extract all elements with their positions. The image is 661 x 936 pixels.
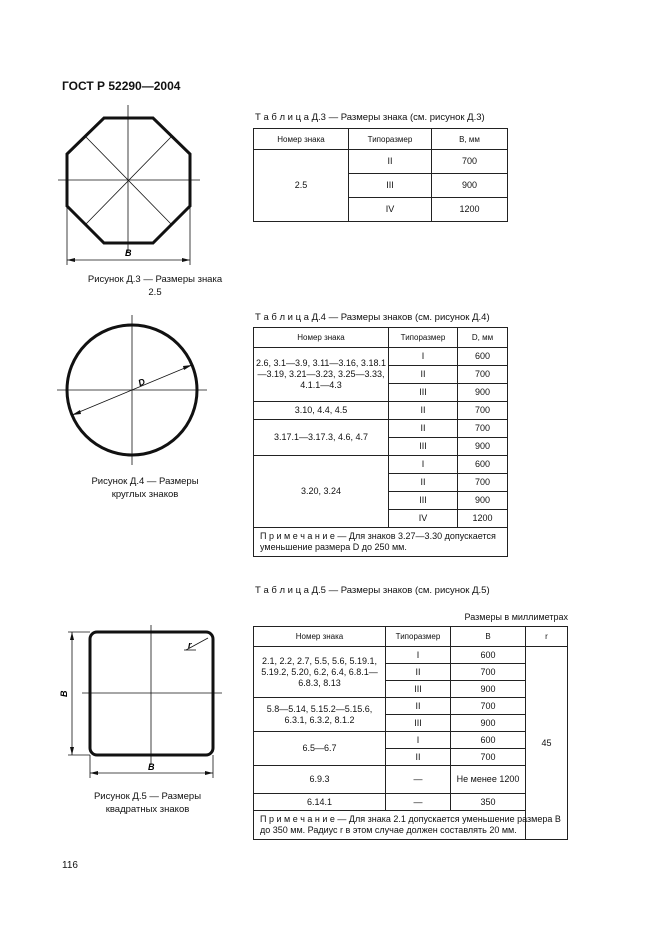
figure-d4-caption: Рисунок Д.4 — Размеры круглых знаков [91, 476, 199, 500]
document-header: ГОСТ Р 52290—2004 [62, 79, 181, 93]
table-d4-sign: 3.20, 3.24 [254, 456, 389, 528]
table-d3-cell: 900 [432, 174, 508, 198]
table-d5-cell: I [386, 732, 451, 749]
table-d5-cell: — [386, 794, 451, 811]
table-d5-cell: III [386, 681, 451, 698]
table-d3-cell: III [349, 174, 432, 198]
table-d4-cell: 700 [458, 366, 508, 384]
table-d5-units: Размеры в миллиметрах [464, 612, 568, 622]
table-d3-caption: Т а б л и ц а Д.3 — Размеры знака (см. рисунок Д.3) [255, 112, 485, 123]
table-d5-cell: II [386, 749, 451, 766]
square-outline [90, 632, 213, 755]
table-d4-cell: 700 [458, 420, 508, 438]
table-d5-cell: Не менее 1200 [451, 766, 526, 794]
table-d5-cell: 700 [451, 698, 526, 715]
table-d5-cell: III [386, 715, 451, 732]
table-d5-header-sign: Номер знака [254, 627, 386, 647]
table-d3-sign: 2.5 [254, 150, 349, 222]
dim-arrow-left [90, 771, 98, 775]
table-d5-cell: 700 [451, 749, 526, 766]
table-d5-sign: 5.8—5.14, 5.15.2—5.15.6, 6.3.1, 6.3.2, 8.1.2 [254, 698, 386, 732]
table-d5-sign: 6.14.1 [254, 794, 386, 811]
table-d5-note: П р и м е ч а н и е — Для знака 2.1 допускается уменьшение размера B до 350 мм. Радиус r в этом случае должен составлять 20 мм. [254, 811, 568, 840]
table-d5-sign: 2.1, 2.2, 2.7, 5.5, 5.6, 5.19.1, 5.19.2, 5.20, 6.2, 6.4, 6.8.1—6.8.3, 8.13 [254, 647, 386, 698]
octagon-dim-label: B [125, 248, 132, 258]
table-d5-cell: 700 [451, 664, 526, 681]
radius-label: r [188, 640, 192, 650]
table-d3-header-size: B, мм [432, 129, 508, 150]
table-d5-header-r: r [526, 627, 568, 647]
table-d4-cell: II [389, 402, 458, 420]
figure-d5-caption: Рисунок Д.5 — Размеры квадратных знаков [93, 791, 202, 815]
table-d4-cell: 900 [458, 384, 508, 402]
table-d4-caption: Т а б л и ц а Д.4 — Размеры знаков (см. рисунок Д.4) [255, 312, 490, 323]
table-d4-cell: 600 [458, 456, 508, 474]
table-d4-cell: II [389, 474, 458, 492]
square-dim-label-v: B [59, 690, 69, 697]
table-d3-header-sign: Номер знака [254, 129, 349, 150]
table-d5-cell: 600 [451, 647, 526, 664]
table-d4-cell: I [389, 456, 458, 474]
table-d4-header-sign: Номер знака [254, 328, 389, 348]
table-d5-cell: 600 [451, 732, 526, 749]
table-d5-cell: I [386, 647, 451, 664]
table-d4-header-type: Типоразмер [389, 328, 458, 348]
table-d5-cell: — [386, 766, 451, 794]
table-d4-cell: II [389, 420, 458, 438]
table-d5-cell: 900 [451, 681, 526, 698]
table-d4-cell: IV [389, 510, 458, 528]
table-d4-cell: 700 [458, 474, 508, 492]
table-d5-sign: 6.5—6.7 [254, 732, 386, 766]
table-d5-cell: II [386, 664, 451, 681]
table-d4-cell: 600 [458, 348, 508, 366]
table-d4-cell: 900 [458, 492, 508, 510]
page-number: 116 [62, 860, 78, 871]
table-d4-cell: I [389, 348, 458, 366]
table-d5-cell: 900 [451, 715, 526, 732]
table-d5 [253, 626, 568, 840]
table-d5-r-value: 45 [526, 647, 568, 840]
table-d4-cell: II [389, 366, 458, 384]
circle-dim-label: D [136, 376, 147, 389]
table-d3-header-type: Типоразмер [349, 129, 432, 150]
table-d4-note: П р и м е ч а н и е — Для знаков 3.27—3.30 допускается уменьшение размера D до 250 мм. [254, 528, 508, 557]
table-d4-cell: III [389, 492, 458, 510]
table-d4-sign: 3.10, 4.4, 4.5 [254, 402, 389, 420]
table-d3-cell: II [349, 150, 432, 174]
table-d4-cell: III [389, 384, 458, 402]
table-d4-header-size: D, мм [458, 328, 508, 348]
table-d5-header-b: B [451, 627, 526, 647]
dim-arrow-top [70, 632, 74, 640]
table-d3-cell: IV [349, 198, 432, 222]
table-d3-cell: 700 [432, 150, 508, 174]
table-d4-cell: III [389, 438, 458, 456]
table-d4-sign: 3.17.1—3.17.3, 4.6, 4.7 [254, 420, 389, 456]
figure-d3-caption: Рисунок Д.3 — Размеры знака 2.5 [87, 274, 223, 298]
table-d5-sign: 6.9.3 [254, 766, 386, 794]
dim-arrow-right [205, 771, 213, 775]
table-d5-caption: Т а б л и ц а Д.5 — Размеры знаков (см. рисунок Д.5) [255, 585, 490, 596]
table-d5-cell: 350 [451, 794, 526, 811]
square-dim-label-h: B [148, 762, 155, 772]
table-d5-header-type: Типоразмер [386, 627, 451, 647]
table-d3-cell: 1200 [432, 198, 508, 222]
table-d4-cell: 700 [458, 402, 508, 420]
dim-arrow-bottom [70, 747, 74, 755]
table-d4-cell: 900 [458, 438, 508, 456]
table-d4-sign: 2.6, 3.1—3.9, 3.11—3.16, 3.18.1—3.19, 3.21—3.23, 3.25—3.33, 4.1.1—4.3 [254, 348, 389, 402]
table-d4-cell: 1200 [458, 510, 508, 528]
table-d5-cell: II [386, 698, 451, 715]
